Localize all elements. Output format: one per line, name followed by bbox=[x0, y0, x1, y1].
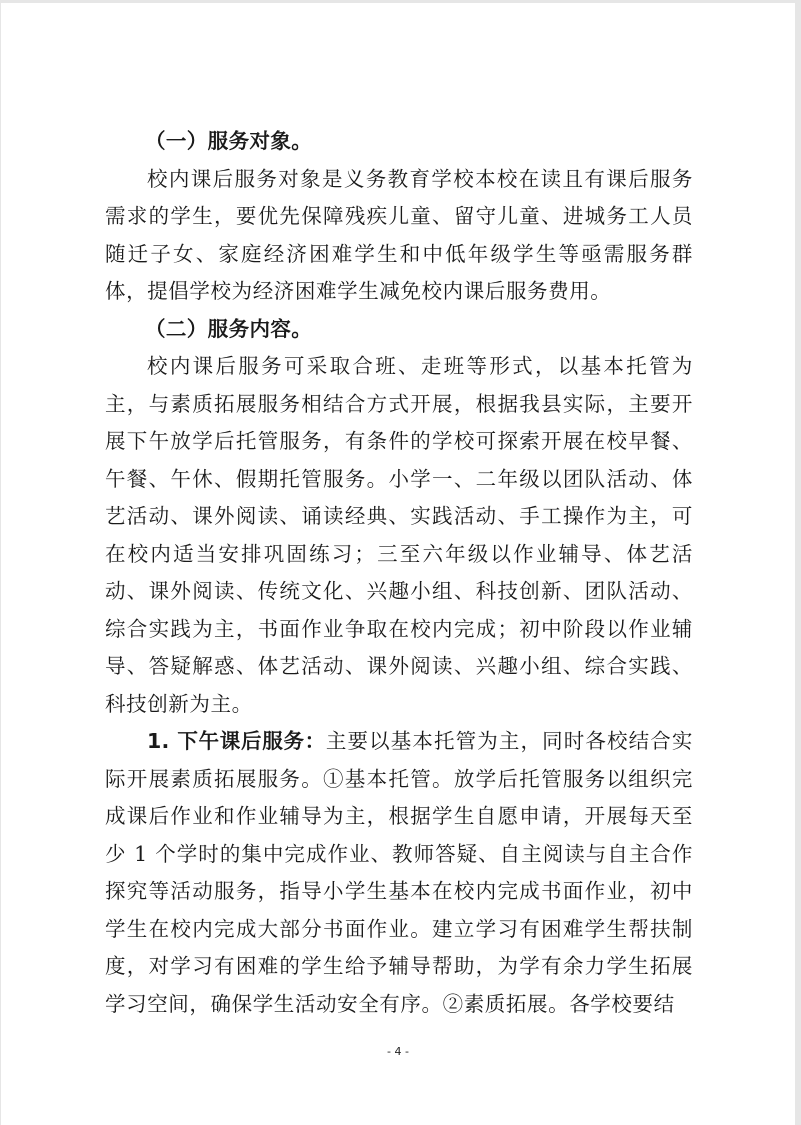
paragraph-afternoon-service-body: 主要以基本托管为主，同时各校结合实际开展素质拓展服务。①基本托管。放学后托管服务以组织完成课后作业和作业辅导为主，根据学生自愿申请，开展每天至少 1 个学时的集中完成作业、教师答疑、自主阅读与自主合作探究等活动服务，指导小学生基本在校内完成书面作业，初中学生在校内完成大部分书面作业。建立学习有困难学生帮扶制度，对学习有困难的学生给予辅导帮助，为学有余力学生拓展学习空间，确保学生活动安全有序。②素质拓展。各学校要结 bbox=[105, 729, 693, 1016]
section-heading-service-content: （二）服务内容。 bbox=[144, 316, 313, 341]
paragraph-service-target: 校内课后服务对象是义务教育学校本校在读且有课后服务需求的学生，要优先保障残疾儿童、留守儿童、进城务工人员随迁子女、家庭经济困难学生和中低年级学生等亟需服务群体，提倡学校为经济困难学生减免校内课后服务费用。 bbox=[105, 166, 693, 303]
page-content bbox=[105, 123, 693, 1023]
subheading-afternoon-service: 1. 下午课后服务： bbox=[147, 729, 326, 753]
page-number: - 4 - bbox=[387, 1045, 409, 1058]
section-heading-service-target: （一）服务对象。 bbox=[144, 129, 313, 153]
paragraph-service-content: 校内课后服务可采取合班、走班等形式，以基本托管为主，与素质拓展服务相结合方式开展，根据我县实际，主要开展下午放学后托管服务，有条件的学校可探索开展在校早餐、午餐、午休、假期托管服务。小学一、二年级以团队活动、体艺活动、课外阅读、诵读经典、实践活动、手工操作为主，可在校内适当安排巩固练习；三至六年级以作业辅导、体艺活动、课外阅读、传统文化、兴趣小组、科技创新、团队活动、综合实践为主，书面作业争取在校内完成；初中阶段以作业辅导、答疑解惑、体艺活动、课外阅读、兴趣小组、综合实践、科技创新为主。 bbox=[105, 354, 693, 716]
paragraph-afternoon-service bbox=[105, 723, 693, 1023]
document-page bbox=[1, 3, 795, 1125]
